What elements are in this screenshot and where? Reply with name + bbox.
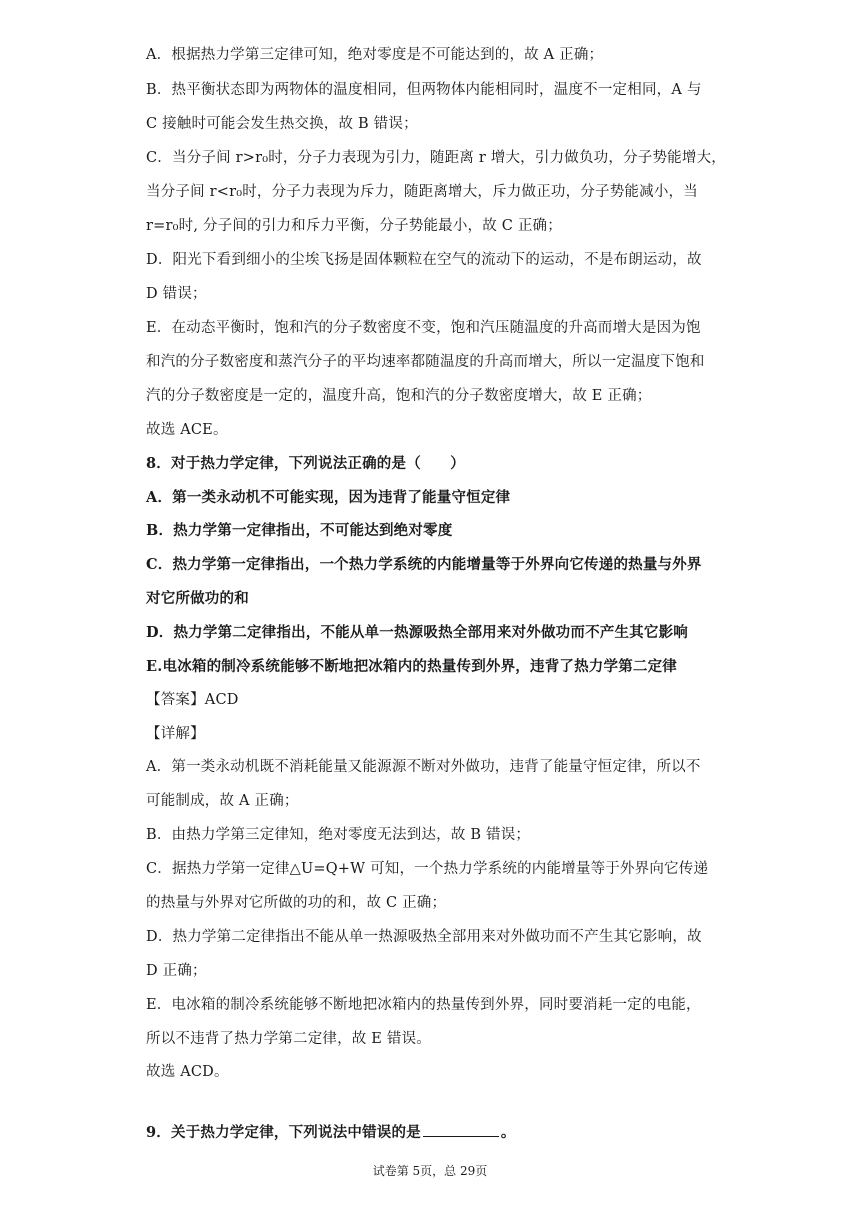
- question-9-end: 。: [500, 1124, 516, 1141]
- question-9: [146, 1122, 726, 1143]
- text-line: D．阳光下看到细小的尘埃飞扬是固体颗粒在空气的流动下的运动，不是布朗运动，故: [146, 252, 702, 268]
- text-line: 【答案】ACD: [146, 692, 239, 708]
- text-line: E．电冰箱的制冷系统能够不断地把冰箱内的热量传到外界，同时要消耗一定的电能，: [146, 997, 701, 1013]
- text-line: E．在动态平衡时，饱和汽的分子数密度不变，饱和汽压随温度的升高而增大是因为饱: [146, 320, 701, 336]
- text-line: 的热量与外界对它所做的功的和，故 C 正确；: [146, 895, 447, 911]
- answer-blank: [423, 1122, 499, 1137]
- page-footer: 试卷第 5页，总 29页: [372, 1164, 488, 1178]
- text-line: A．第一类永动机不可能实现，因为违背了能量守恒定律: [146, 489, 511, 506]
- text-line: C．当分子间 r>r₀时，分子力表现为引力，随距离 r 增大，引力做负功，分子势能增大，: [146, 150, 726, 166]
- text-line: B．由热力学第三定律知，绝对零度无法到达，故 B 错误；: [146, 827, 531, 843]
- text-line: 和汽的分子数密度和蒸汽分子的平均速率都随温度的升高而增大，所以一定温度下饱和: [146, 354, 705, 370]
- text-line: D 正确；: [146, 963, 207, 979]
- text-line: r=r₀时, 分子间的引力和斥力平衡，分子势能最小，故 C 正确；: [146, 218, 562, 234]
- text-line: D．热力学第二定律指出不能从单一热源吸热全部用来对外做功而不产生其它影响，故: [146, 929, 702, 945]
- text-line: D．热力学第二定律指出，不能从单一热源吸热全部用来对外做功而不产生其它影响: [146, 624, 688, 641]
- question-9-text: 9．关于热力学定律，下列说法中错误的是: [146, 1124, 421, 1141]
- text-line: 【详解】: [146, 726, 205, 742]
- text-line: B．热力学第一定律指出，不可能达到绝对零度: [146, 522, 453, 539]
- text-line: 所以不违背了热力学第二定律，故 E 错误。: [146, 1031, 432, 1047]
- text-line: 汽的分子数密度是一定的，温度升高，饱和汽的分子数密度增大，故 E 正确；: [146, 388, 652, 404]
- text-line: E.电冰箱的制冷系统能够不断地把冰箱内的热量传到外界，违背了热力学第二定律: [146, 658, 677, 675]
- text-line: 故选 ACD。: [146, 1064, 229, 1080]
- text-line: A．根据热力学第三定律可知，绝对零度是不可能达到的，故 A 正确；: [146, 47, 604, 63]
- text-line: D 错误；: [146, 286, 207, 302]
- text-line: A．第一类永动机既不消耗能量又能源源不断对外做功，违背了能量守恒定律，所以不: [146, 759, 701, 775]
- text-line: C 接触时可能会发生热交换，故 B 错误；: [146, 116, 418, 132]
- text-line: B．热平衡状态即为两物体的温度相同，但两物体内能相同时，温度不一定相同，A 与: [146, 82, 702, 98]
- text-line: 当分子间 r<r₀时，分子力表现为斥力，随距离增大，斥力做正功，分子势能减小，当: [146, 184, 698, 200]
- text-line: 对它所做功的和: [146, 590, 249, 607]
- text-line: 故选 ACE。: [146, 422, 228, 438]
- text-line: C．热力学第一定律指出，一个热力学系统的内能增量等于外界向它传递的热量与外界: [146, 556, 702, 573]
- text-line: 8．对于热力学定律，下列说法正确的是（ ）: [146, 455, 465, 472]
- text-line: C．据热力学第一定律△U=Q+W 可知，一个热力学系统的内能增量等于外界向它传递: [146, 861, 709, 877]
- text-line: 可能制成，故 A 正确；: [146, 793, 299, 809]
